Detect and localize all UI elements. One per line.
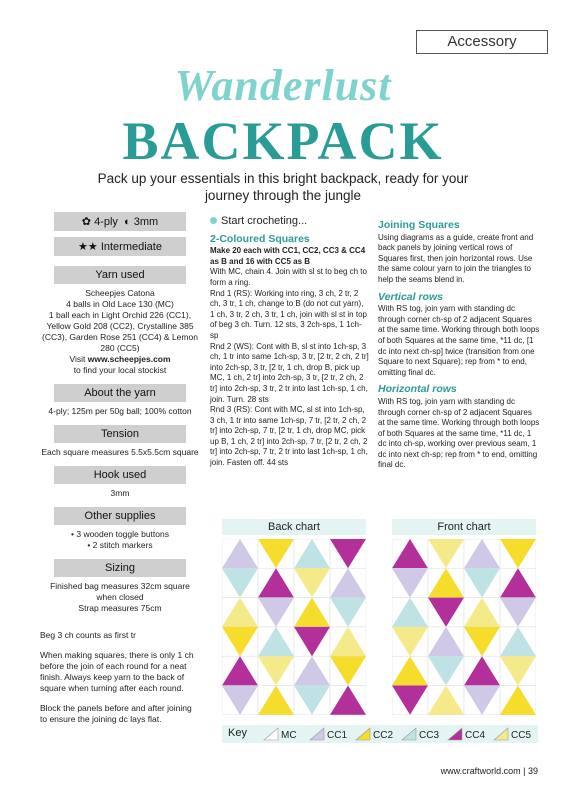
make-text: Make 20 each with CC1, CC2, CC3 & CC4 as B and 16 with CC5 as B	[210, 246, 366, 266]
front-chart-label: Front chart	[392, 519, 536, 535]
yarn-title: Yarn used	[54, 266, 186, 284]
supplies-list	[40, 529, 200, 551]
side-notes	[40, 630, 200, 734]
hook-text: 3mm	[110, 488, 130, 498]
footer	[441, 766, 538, 776]
hook-size: 3mm	[133, 216, 159, 228]
back-chart-grid	[222, 539, 366, 715]
hook-title: Hook used	[54, 466, 186, 484]
key-swatch-cc3	[402, 728, 416, 740]
horizontal-text: With RS tog, join yarn with standing dc through corner ch-sp of 2 adjacent Squares at the same time. Working through both loops of both Squares at the same time, *11 dc, 1 dc into ch-sp, working over previous seam, 1 dc into next ch-sp; rep from * to end, omitting final dc.	[378, 396, 540, 470]
key-swatch-cc4	[448, 728, 462, 740]
yarn-details	[40, 288, 200, 376]
mc-text: With MC, chain 4. Join with sl st to beg ch to form a ring.	[210, 267, 367, 287]
supply-item: • 3 wooden toggle buttons	[71, 529, 169, 539]
yarn-url[interactable]: www.scheepjes.com	[87, 354, 171, 364]
note: Beg 3 ch counts as first tr	[40, 630, 136, 640]
footer-site: www.craftworld.com	[440, 766, 521, 776]
level-box	[54, 237, 186, 256]
supply-item: • 2 stitch markers	[87, 540, 153, 550]
tension-text: Each square measures 5.5x5.5cm square	[41, 447, 199, 457]
sidebar	[40, 212, 200, 622]
key-label: CC2	[373, 730, 394, 741]
yarn-visit-line	[40, 354, 200, 365]
key-label: MC	[281, 730, 297, 741]
back-chart	[222, 519, 366, 715]
key-label: CC1	[327, 730, 348, 741]
sizing-text: Finished bag measures 32cm square when closed Strap measures 75cm	[50, 581, 190, 613]
yarn-text: Scheepjes Catona 4 balls in Old Lace 130 (MC) 1 ball each in Light Orchid 226 (CC1), Yellow Gold 208 (CC2), Crystalline 385 (CC3), Garden Rose 251 (CC4) & Lemon 280 (CC5)	[42, 288, 198, 353]
spec-box	[54, 212, 186, 231]
key-label: CC4	[465, 730, 486, 741]
key-swatch-cc1	[310, 728, 324, 740]
key-swatch-cc2	[356, 728, 370, 740]
title-line-2: BACKPACK	[122, 111, 444, 171]
key-swatches	[262, 725, 538, 743]
key-label: CC5	[511, 730, 532, 741]
round-3: Rnd 3 (RS): Cont with MC, sl st into 1ch-sp, 3 ch, 1 tr into same 1ch-sp, 7 tr, [2 tr, 2 ch, 2 tr] into 2ch-sp, 7 tr, [2 tr, 1 ch, drop MC, pick up B, 1 ch, 2 tr] into 2ch-sp, 7 tr, [2 tr, 2 ch, 2 tr] into 2ch-sp, 7 tr, 2 tr into last 1ch-sp, 1 ch, join. Fasten off. 44 sts	[210, 405, 368, 468]
pattern-column-2	[378, 218, 540, 471]
round-1: Rnd 1 (RS): Working into ring, 3 ch, 2 tr, 2 ch, 3 tr, 1 ch, change to B (do not cut yarn), 1 ch, 3 tr, 2 ch, 3 tr, 1 ch, join with sl st in top of beg 3 ch. Turn. 12 sts, 3 2ch-sps, 1 1ch-sp	[210, 288, 367, 340]
yarn-weight-icon: ✿	[81, 216, 91, 228]
about-title: About the yarn	[54, 384, 186, 402]
page-number: 39	[527, 766, 538, 776]
vertical-text: With RS tog, join yarn with standing dc through corner ch-sp of 2 adjacent Squares at the same time. Working through both loops of both Squares at the same time, *11 dc, [1 dc into next ch-sp] twice (transition from one Square to next Square); rep from * to end, omitting final dc.	[378, 304, 540, 377]
section-heading: Joining Squares	[378, 219, 460, 231]
hook-icon: ◐	[124, 216, 131, 228]
intro-text: Pack up your essentials in this bright backpack, ready for your journey through the jungle	[97, 171, 469, 203]
footer-divider: |	[523, 766, 528, 776]
sizing-title: Sizing	[54, 559, 186, 577]
front-chart-grid	[392, 539, 536, 715]
start-text: Start crocheting...	[221, 215, 308, 227]
section-tag: Accessory	[416, 30, 548, 54]
level: Intermediate	[100, 241, 162, 253]
note: Block the panels before and after joining to ensure the joining dc lays flat.	[40, 703, 192, 724]
join-text: Using diagrams as a guide, create front and back panels by joining vertical rows of Squares first, then join horizontal rows. Use the same colour yarn to join the triangles to help the seams blend in.	[378, 232, 534, 284]
key-swatch-cc5	[494, 728, 508, 740]
back-chart-label: Back chart	[222, 519, 366, 535]
key-label: CC3	[419, 730, 440, 741]
bullet-icon	[210, 217, 217, 224]
start-heading	[210, 216, 370, 227]
pattern-column-1	[210, 216, 370, 469]
star-icon: ★★	[78, 241, 98, 253]
key-swatch-mc	[264, 728, 278, 740]
section-heading: 2-Coloured Squares	[210, 232, 310, 245]
title-line-1: Wanderlust	[174, 61, 392, 110]
note: When making squares, there is only 1 ch before the join of each round for a neat finish. Always keep yarn to the back of square when turning after each round.	[40, 650, 194, 693]
supplies-title: Other supplies	[54, 507, 186, 525]
section-subheading: Horizontal rows	[378, 383, 457, 396]
section-subheading: Vertical rows	[378, 290, 443, 303]
round-2: Rnd 2 (WS): Cont with B, sl st into 1ch-sp, 3 ch, 1 tr into same 1ch-sp, 3 tr, [2 tr, 2 ch, 2 tr] into 2ch-sp, 3 tr, [2 tr, 1 ch, drop B, pick up MC, 1 ch, 2 tr] into 2ch-sp, 3 tr, [2 tr, 2 ch, 2 tr] into 2ch-sp, 3 tr, 2 tr into last 1ch-sp, 1 ch, join. Turn. 28 sts	[210, 341, 369, 404]
about-text: 4-ply; 125m per 50g ball; 100% cotton	[48, 406, 192, 416]
front-chart	[392, 519, 536, 715]
yarn-weight: 4-ply	[94, 216, 118, 228]
tension-title: Tension	[54, 425, 186, 443]
key-title: Key	[228, 727, 247, 739]
yarn-visit: Visit	[69, 354, 86, 364]
yarn-local: to find your local stockist	[73, 365, 167, 375]
